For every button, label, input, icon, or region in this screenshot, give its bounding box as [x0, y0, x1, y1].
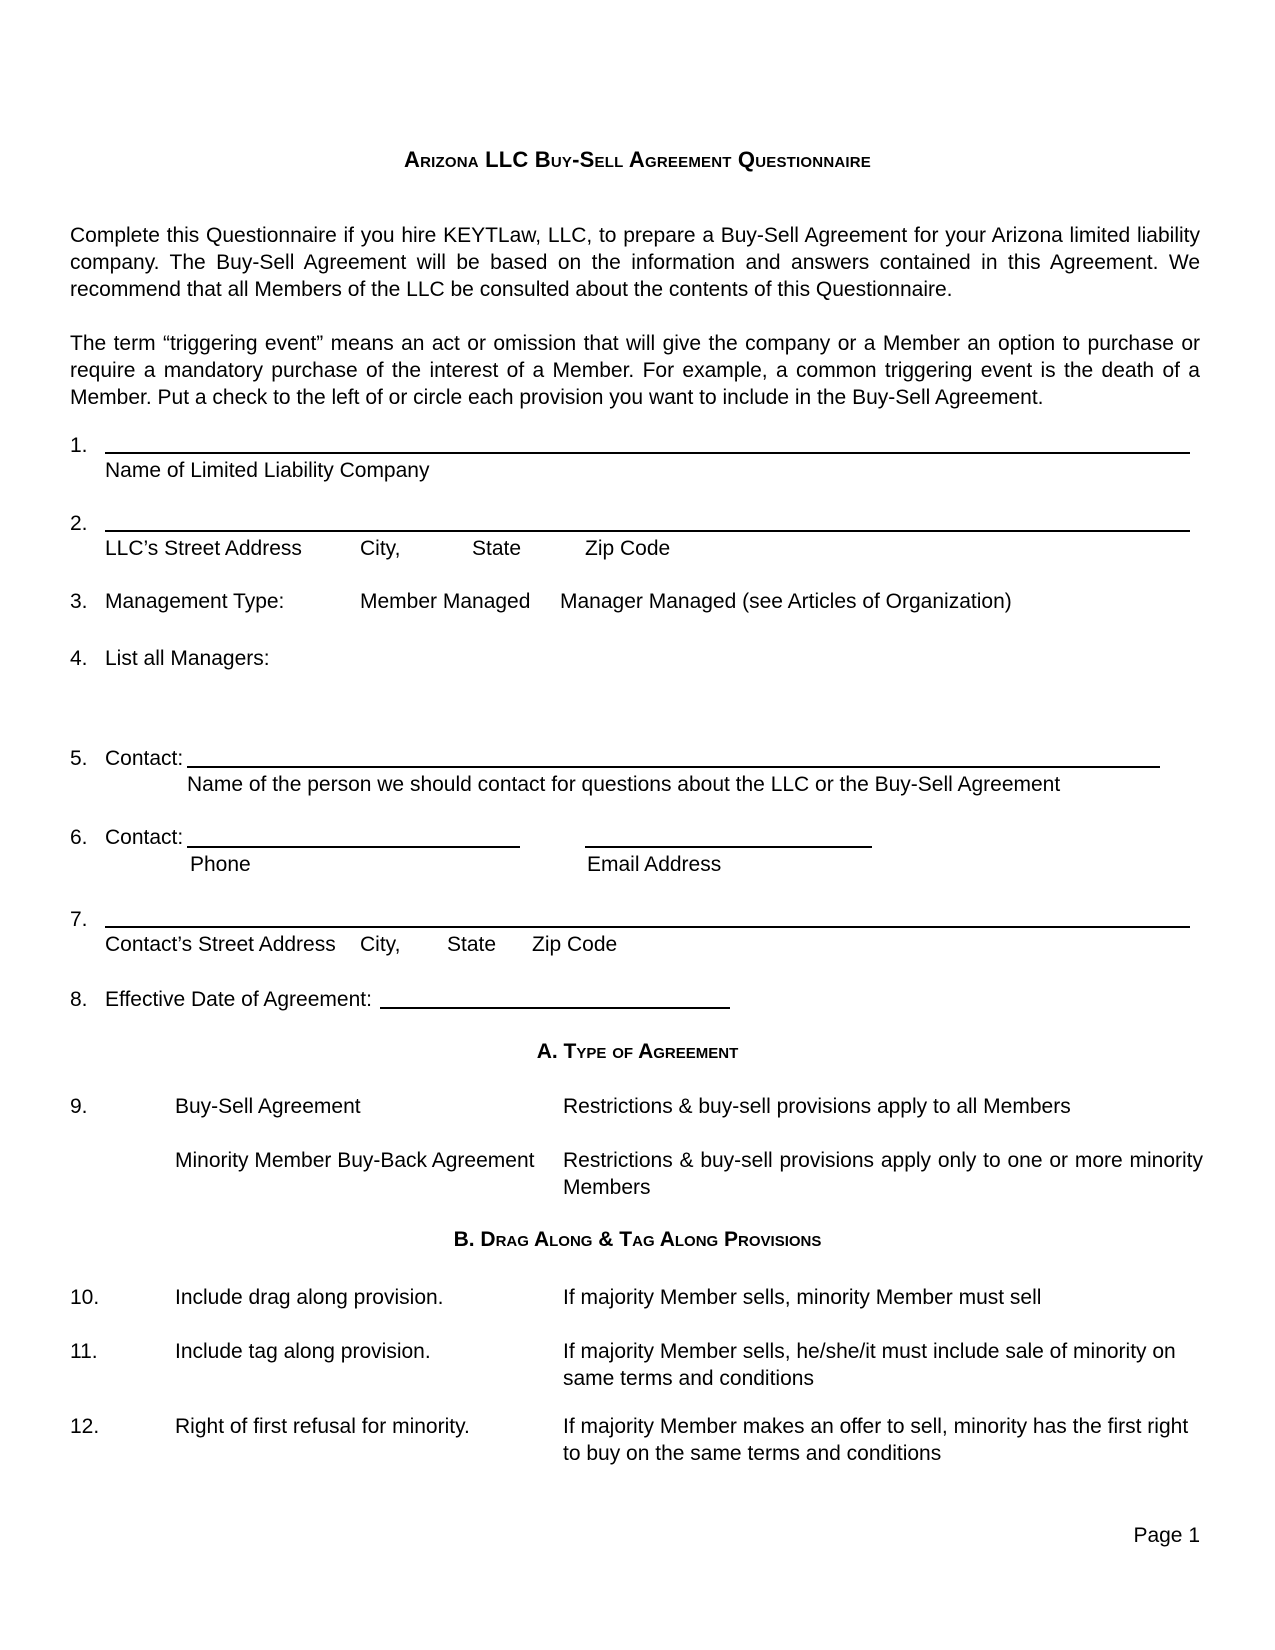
q9-option-buy-sell: Buy-Sell Agreement [175, 1095, 361, 1118]
page-number: Page 1 [1133, 1524, 1200, 1547]
q4-number: 4. [70, 647, 88, 670]
q3-option-member-managed: Member Managed [360, 590, 531, 613]
q7-caption-state: State [447, 933, 497, 956]
q9-description-minority-buy-back: Restrictions & buy-sell provisions apply only to one or more minority Members [563, 1149, 1203, 1199]
intro-paragraph-2: The term “triggering event” means an act or omission that will give the company or a Member an option to purchase or require a mandatory purchase of the interest of a Member. For example, a common triggering event is the death of a Member. Put a check to the left of or circle each provision you want to include in the Buy-Sell Agreement. [70, 332, 1200, 409]
q2-caption-city: City, [360, 537, 401, 560]
q7-caption-zip: Zip Code [532, 933, 618, 956]
q11-description: If majority Member sells, he/she/it must include sale of minority on same terms and conditions [563, 1340, 1176, 1390]
q7-caption-city: City, [360, 933, 401, 956]
q2-caption-state: State [472, 537, 522, 560]
q10-number: 10. [70, 1286, 100, 1309]
q9-description-buy-sell: Restrictions & buy-sell provisions apply to all Members [563, 1095, 1071, 1118]
q7-number: 7. [70, 908, 88, 931]
q2-blank-line [105, 530, 1190, 532]
q6-number: 6. [70, 826, 88, 849]
q3-number: 3. [70, 590, 88, 613]
q7-blank-line [105, 926, 1190, 928]
q5-caption: Name of the person we should contact for questions about the LLC or the Buy-Sell Agreement [187, 773, 1061, 796]
q12-number: 12. [70, 1415, 100, 1438]
q1-blank-line [105, 452, 1190, 454]
q7-caption-street: Contact’s Street Address [105, 933, 336, 956]
intro-paragraph-1: Complete this Questionnaire if you hire KEYTLaw, LLC, to prepare a Buy-Sell Agreement for your Arizona limited liability company. The Buy-Sell Agreement will be based on the information and answers contained in this Agreement. We recommend that all Members of the LLC be consulted about the contents of this Questionnaire. [70, 224, 1200, 301]
q10-option: Include drag along provision. [175, 1286, 444, 1309]
q1-caption: Name of Limited Liability Company [105, 459, 430, 482]
q11-option: Include tag along provision. [175, 1340, 431, 1363]
q2-caption-street: LLC’s Street Address [105, 537, 302, 560]
document-title: Arizona LLC Buy-Sell Agreement Questionnaire [404, 147, 871, 172]
q6-email-blank-line [585, 846, 872, 848]
q11-number: 11. [70, 1340, 98, 1363]
q9-option-minority-buy-back: Minority Member Buy-Back Agreement [175, 1149, 535, 1172]
q4-label: List all Managers: [105, 647, 270, 670]
q9-number: 9. [70, 1095, 88, 1118]
q5-number: 5. [70, 747, 88, 770]
q6-caption-email: Email Address [587, 853, 722, 876]
q8-blank-line [380, 1007, 730, 1009]
section-b-heading: B. Drag Along & Tag Along Provisions [453, 1228, 822, 1251]
q2-number: 2. [70, 512, 88, 535]
q6-caption-phone: Phone [190, 853, 251, 876]
q1-number: 1. [70, 434, 88, 457]
q12-option: Right of first refusal for minority. [175, 1415, 470, 1438]
q6-label: Contact: [105, 826, 184, 849]
q8-number: 8. [70, 988, 88, 1011]
q5-label: Contact: [105, 747, 184, 770]
section-a-heading: A. Type of Agreement [536, 1040, 739, 1063]
q8-label: Effective Date of Agreement: [105, 988, 372, 1011]
q5-blank-line [187, 766, 1160, 768]
q6-phone-blank-line [187, 846, 520, 848]
q3-option-manager-managed: Manager Managed (see Articles of Organization) [560, 590, 1012, 613]
q10-description: If majority Member sells, minority Member must sell [563, 1286, 1042, 1309]
q12-description: If majority Member makes an offer to sell, minority has the first right to buy on the same terms and conditions [563, 1415, 1189, 1465]
q2-caption-zip: Zip Code [585, 537, 671, 560]
q3-label: Management Type: [105, 590, 285, 613]
